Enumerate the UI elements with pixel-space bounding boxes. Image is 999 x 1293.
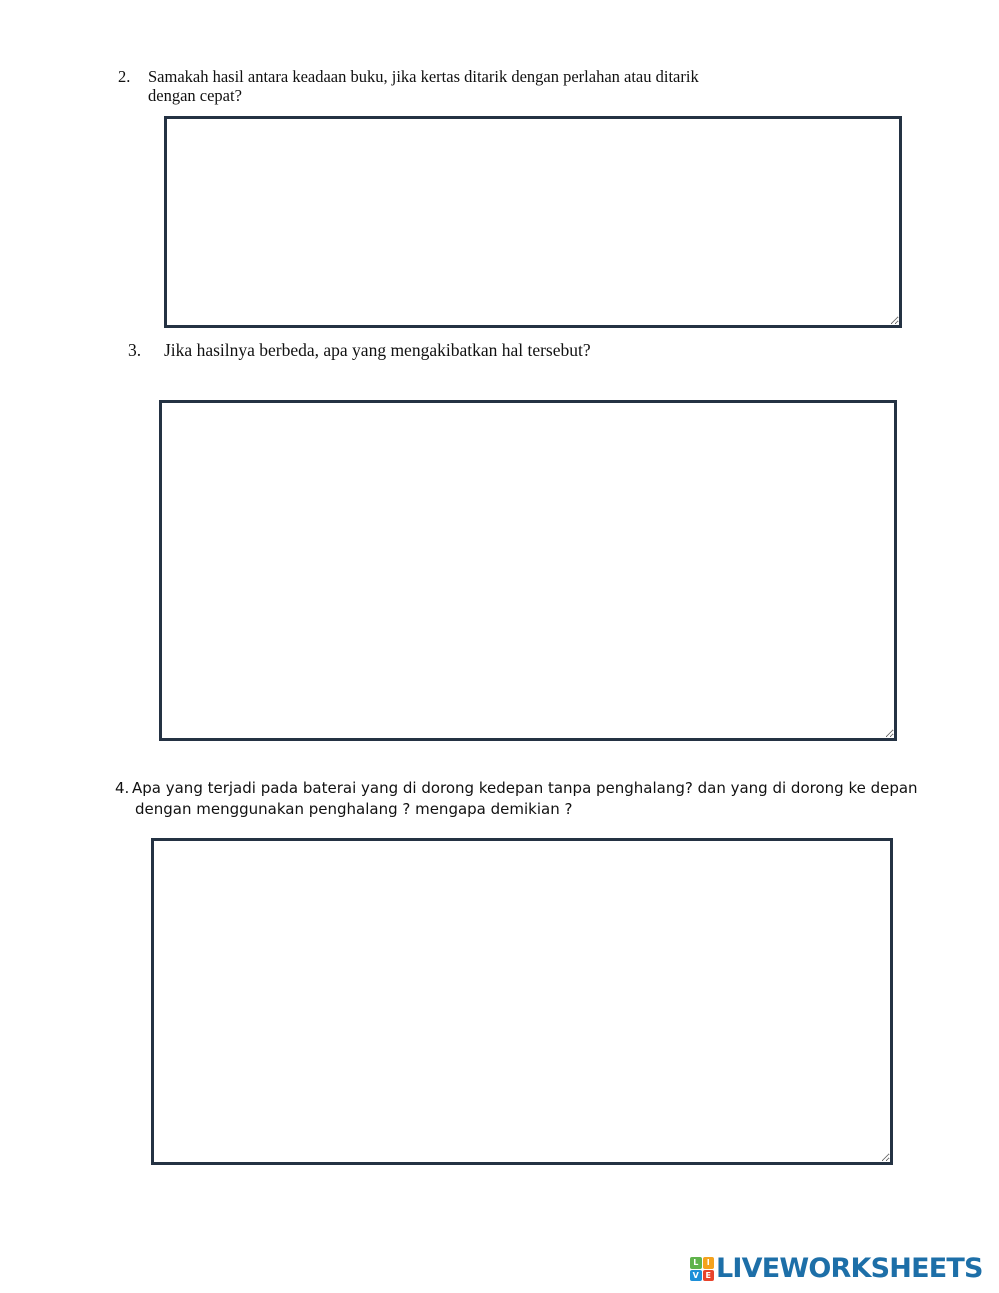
logo-icon-letter-i: I (703, 1257, 715, 1269)
question-3-number: 3. (128, 340, 142, 360)
liveworksheets-logo (690, 1255, 983, 1283)
question-4-line-1: Apa yang terjadi pada baterai yang di dorong kedepan tanpa penghalang? dan yang di dorong ke depan (132, 779, 918, 797)
question-3-line-1: Jika hasilnya berbeda, apa yang mengakibatkan hal tersebut? (164, 340, 591, 360)
liveworksheets-logo-text: LIVEWORKSHEETS (716, 1253, 983, 1284)
question-3 (128, 339, 591, 361)
question-2-number: 2. (118, 67, 131, 86)
logo-icon-letter-l: L (690, 1257, 702, 1269)
answer-box-question-2[interactable] (164, 116, 902, 328)
question-4-line-2: dengan menggunakan penghalang ? mengapa demikian ? (135, 800, 573, 818)
question-2 (118, 67, 699, 105)
logo-icon-letter-v: V (690, 1270, 702, 1282)
answer-box-question-3[interactable] (159, 400, 897, 741)
question-4 (115, 778, 918, 820)
question-2-line-1: Samakah hasil antara keadaan buku, jika kertas ditarik dengan perlahan atau ditarik (148, 67, 699, 86)
question-4-number: 4. (115, 779, 130, 797)
question-2-line-2: dengan cepat? (148, 86, 242, 105)
answer-box-question-4[interactable] (151, 838, 893, 1165)
liveworksheets-logo-icon (690, 1257, 714, 1281)
logo-icon-letter-e: E (703, 1270, 715, 1282)
